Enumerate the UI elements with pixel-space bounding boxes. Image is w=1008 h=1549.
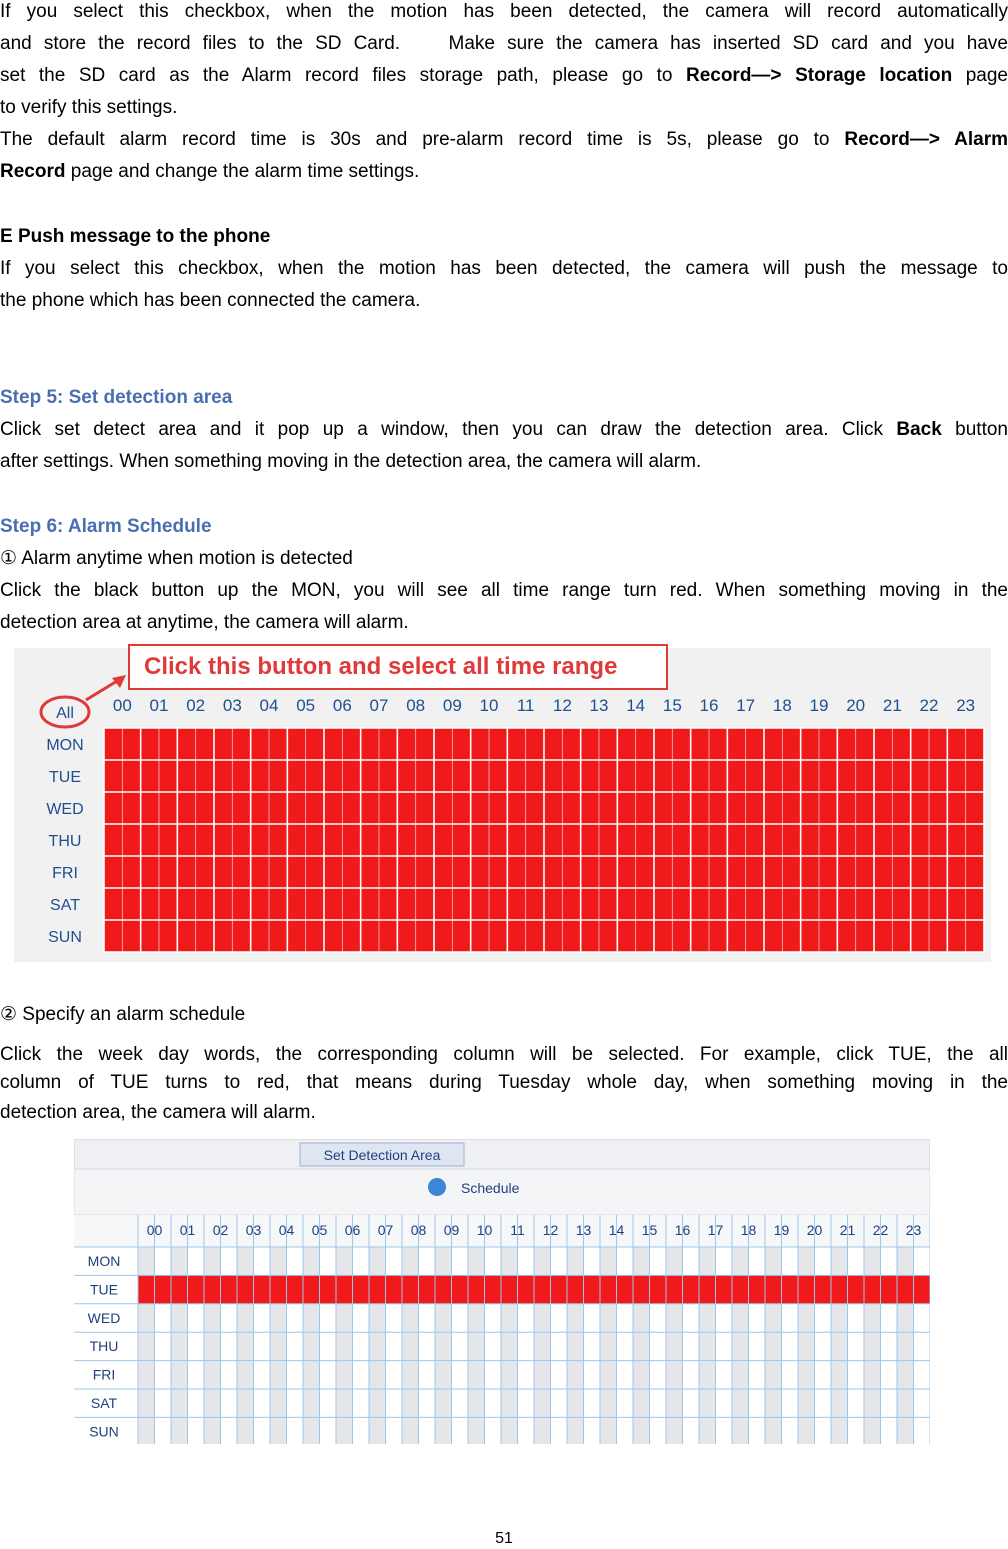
- paragraph-step5-line1: [0, 414, 1008, 446]
- hour-label-02: 02: [186, 696, 206, 715]
- hour-label-19: 19: [773, 1222, 790, 1238]
- paragraph-alarm-time-line2: [0, 156, 1008, 188]
- text: button: [941, 419, 1008, 440]
- hour-label-01: 01: [179, 1222, 196, 1238]
- text: The default alarm record time is 30s and pre-alarm record time is 5s, please go to: [0, 129, 845, 150]
- day-label-tue: TUE: [90, 1281, 118, 1298]
- hour-label-15: 15: [641, 1222, 658, 1238]
- link-alarm-record-cont: Record: [0, 161, 66, 182]
- link-alarm-record: Record—> Alarm: [844, 129, 1008, 150]
- hour-label-07: 07: [377, 1222, 394, 1238]
- hour-label-20: 20: [806, 1222, 823, 1238]
- hour-label-03: 03: [245, 1222, 262, 1238]
- hour-label-01: 01: [149, 696, 169, 715]
- day-label-sun: SUN: [48, 929, 82, 946]
- day-label-fri: FRI: [92, 1366, 116, 1383]
- text: page: [952, 65, 1008, 86]
- hour-label-13: 13: [589, 696, 609, 715]
- hour-label-00: 00: [112, 696, 132, 715]
- hour-label-08: 08: [406, 696, 426, 715]
- link-storage-location: Record—> Storage location: [685, 65, 953, 86]
- hour-label-18: 18: [772, 696, 792, 715]
- back-button-ref: Back: [896, 419, 942, 440]
- paragraph-specify-line2: column of TUE turns to red, that means during Tuesday whole day, when something moving in the: [0, 1072, 1008, 1093]
- hour-label-23: 23: [956, 696, 976, 715]
- hour-label-00: 00: [146, 1222, 163, 1238]
- hour-label-16: 16: [699, 696, 719, 715]
- page-number: 51: [495, 1530, 513, 1547]
- paragraph-record-line1: If you select this checkbox, when the motion has been detected, the camera will record automatically: [0, 1, 1008, 22]
- day-label-fri: FRI: [52, 865, 78, 882]
- item-alarm-anytime: ① Alarm anytime when motion is detected: [0, 548, 353, 569]
- toolbar-bar: [74, 1139, 930, 1169]
- hour-label-22: 22: [919, 696, 939, 715]
- paragraph-specify-line3: detection area, the camera will alarm.: [0, 1102, 316, 1123]
- hour-label-20: 20: [846, 696, 866, 715]
- day-label-mon: MON: [87, 1253, 121, 1269]
- day-label-mon: MON: [46, 737, 84, 754]
- hour-label-09: 09: [443, 1222, 460, 1238]
- hour-label-15: 15: [662, 696, 682, 715]
- paragraph-anytime-line2: detection area at anytime, the camera will alarm.: [0, 612, 409, 633]
- text: set the SD card as the Alarm record files storage path, please go to: [0, 65, 686, 86]
- paragraph-anytime-line1: Click the black button up the MON, you will see all time range turn red. When something moving in the: [0, 580, 1008, 601]
- hour-label-05: 05: [296, 696, 316, 715]
- hour-label-13: 13: [575, 1222, 592, 1238]
- paragraph-push-line2: the phone which has been connected the camera.: [0, 290, 421, 311]
- paragraph-specify-line1: Click the week day words, the corresponding column will be selected. For example, click TUE, the all: [0, 1044, 1008, 1065]
- text: page and change the alarm time settings.: [65, 161, 420, 182]
- heading-step6: Step 6: Alarm Schedule: [0, 516, 212, 537]
- day-label-sat: SAT: [50, 897, 80, 914]
- hour-label-03: 03: [222, 696, 242, 715]
- hour-label-21: 21: [882, 696, 902, 715]
- day-label-thu: THU: [89, 1338, 119, 1355]
- hour-label-23: 23: [905, 1222, 922, 1238]
- hour-label-10: 10: [476, 1222, 493, 1238]
- day-label-tue: TUE: [49, 769, 81, 786]
- hour-label-19: 19: [809, 696, 829, 715]
- paragraph-record-line2: and store the record files to the SD Card. Make sure the camera has inserted SD card and you have: [0, 33, 1008, 54]
- day-label-sun: SUN: [89, 1423, 119, 1440]
- day-label-sat: SAT: [90, 1395, 118, 1411]
- hour-label-08: 08: [410, 1222, 427, 1238]
- hour-label-04: 04: [278, 1222, 295, 1238]
- callout-select-all: Click this button and select all time range: [128, 644, 668, 690]
- schedule-grid-tuesday: [74, 1139, 930, 1444]
- hour-label-09: 09: [442, 696, 462, 715]
- heading-push-message: E Push message to the phone: [0, 226, 271, 247]
- hour-label-17: 17: [707, 1222, 724, 1238]
- hour-label-06: 06: [344, 1222, 361, 1238]
- hour-label-14: 14: [608, 1222, 625, 1238]
- hour-label-22: 22: [872, 1222, 889, 1238]
- hour-header-bar: [74, 1215, 930, 1247]
- heading-step5: Step 5: Set detection area: [0, 387, 233, 408]
- hour-label-12: 12: [542, 1222, 559, 1238]
- schedule-grid-all: [14, 648, 991, 962]
- hour-label-11: 11: [516, 696, 535, 715]
- paragraph-alarm-time-line1: [0, 124, 1008, 156]
- day-label-wed: WED: [87, 1309, 121, 1326]
- hour-label-05: 05: [311, 1222, 328, 1238]
- hour-label-12: 12: [552, 696, 572, 715]
- hour-label-16: 16: [674, 1222, 691, 1238]
- paragraph-record-line3: [0, 60, 1008, 92]
- hour-label-07: 07: [369, 696, 389, 715]
- hour-label-10: 10: [479, 696, 499, 715]
- text: Click set detect area and it pop up a window, then you can draw the detection area. Click: [0, 419, 897, 440]
- set-detection-area-label: Set Detection Area: [323, 1147, 441, 1163]
- hour-label-04: 04: [259, 696, 279, 715]
- schedule-icon: [428, 1178, 446, 1196]
- paragraph-record-line4: to verify this settings.: [0, 97, 178, 118]
- all-button: All: [56, 705, 74, 722]
- hour-label-14: 14: [626, 696, 646, 715]
- hour-label-21: 21: [839, 1222, 856, 1238]
- hour-label-02: 02: [212, 1222, 229, 1238]
- day-label-thu: THU: [48, 833, 82, 850]
- paragraph-push-line1: If you select this checkbox, when the motion has been detected, the camera will push the message to: [0, 258, 1008, 279]
- schedule-label: Schedule: [461, 1180, 520, 1196]
- hour-label-11: 11: [510, 1222, 525, 1238]
- hour-label-18: 18: [740, 1222, 757, 1238]
- day-label-wed: WED: [46, 801, 84, 818]
- hour-label-06: 06: [332, 696, 352, 715]
- paragraph-step5-line2: after settings. When something moving in the detection area, the camera will alarm.: [0, 451, 702, 472]
- item-specify-schedule: ② Specify an alarm schedule: [0, 1004, 246, 1025]
- hour-label-17: 17: [736, 696, 756, 715]
